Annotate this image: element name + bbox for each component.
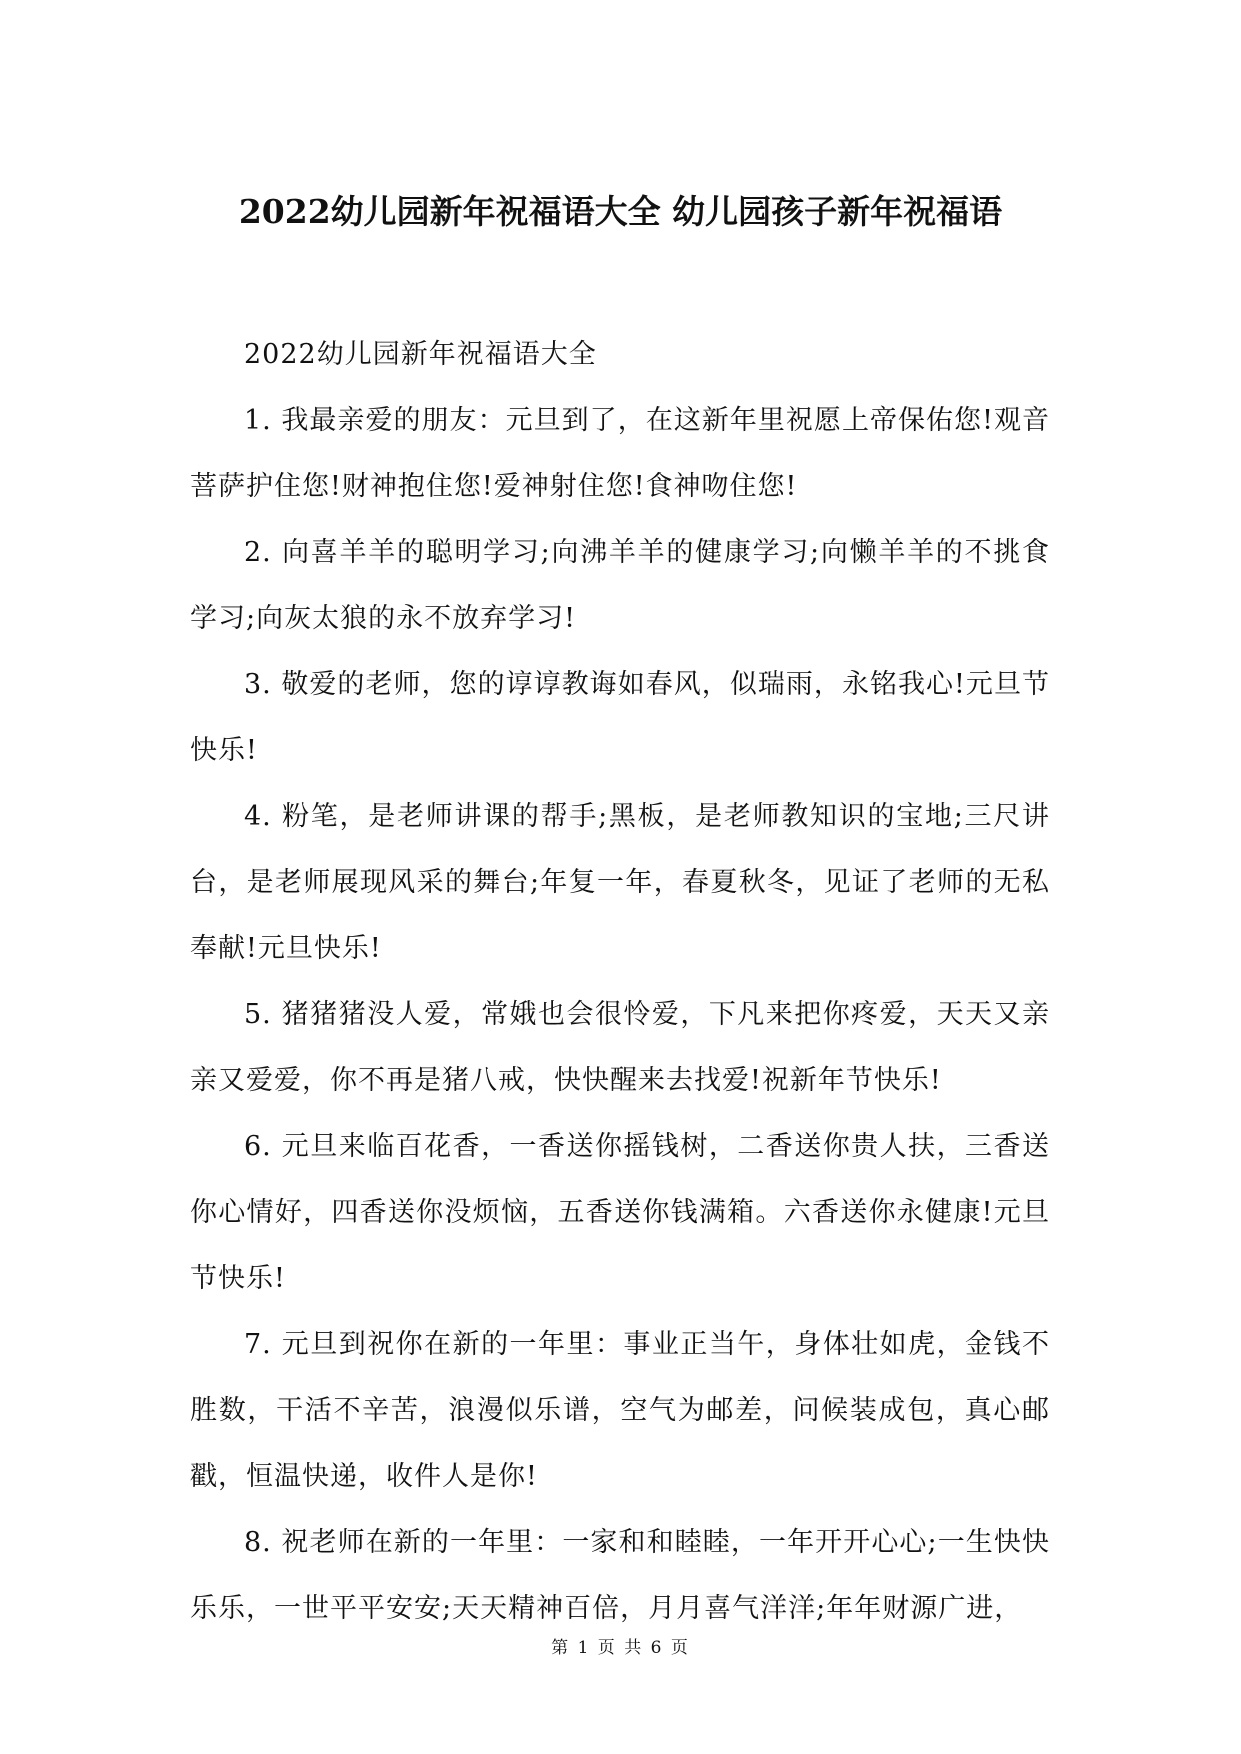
section-heading: 2022幼儿园新年祝福语大全 — [244, 339, 597, 370]
paragraph-1: 1. 我最亲爱的朋友：元旦到了，在这新年里祝愿上帝保佑您!观音菩萨护住您!财神抱住您!爱神射住您!食神吻住您! — [190, 405, 1050, 502]
paragraph-2: 2. 向喜羊羊的聪明学习;向沸羊羊的健康学习;向懒羊羊的不挑食学习;向灰太狼的永不放弃学习! — [190, 537, 1050, 634]
document-title: 2022幼儿园新年祝福语大全 幼儿园孩子新年祝福语 — [238, 192, 1003, 231]
page-number-footer: 第 1 页 共 6 页 — [551, 1638, 690, 1658]
paragraph-4: 4. 粉笔，是老师讲课的帮手;黑板，是老师教知识的宝地;三尺讲台，是老师展现风采的舞台;年复一年，春夏秋冬，见证了老师的无私奉献!元旦快乐! — [190, 801, 1050, 964]
paragraph-5: 5. 猪猪猪没人爱，常娥也会很怜爱，下凡来把你疼爱，天天又亲亲又爱爱，你不再是猪八戒，快快醒来去找爱!祝新年节快乐! — [190, 999, 1050, 1096]
paragraph-3: 3. 敬爱的老师，您的谆谆教诲如春风，似瑞雨，永铭我心!元旦节快乐! — [190, 669, 1050, 766]
document-body — [190, 322, 1050, 1642]
paragraph-6: 6. 元旦来临百花香，一香送你摇钱树，二香送你贵人扶，三香送你心情好，四香送你没烦恼，五香送你钱满箱。六香送你永健康!元旦节快乐! — [190, 1131, 1050, 1294]
paragraph-8: 8. 祝老师在新的一年里：一家和和睦睦，一年开开心心;一生快快乐乐，一世平平安安;天天精神百倍，月月喜气洋洋;年年财源广进， — [190, 1527, 1050, 1624]
paragraph-7: 7. 元旦到祝你在新的一年里：事业正当午，身体壮如虎，金钱不胜数，干活不辛苦，浪漫似乐谱，空气为邮差，问候装成包，真心邮戳，恒温快递，收件人是你! — [190, 1329, 1050, 1492]
